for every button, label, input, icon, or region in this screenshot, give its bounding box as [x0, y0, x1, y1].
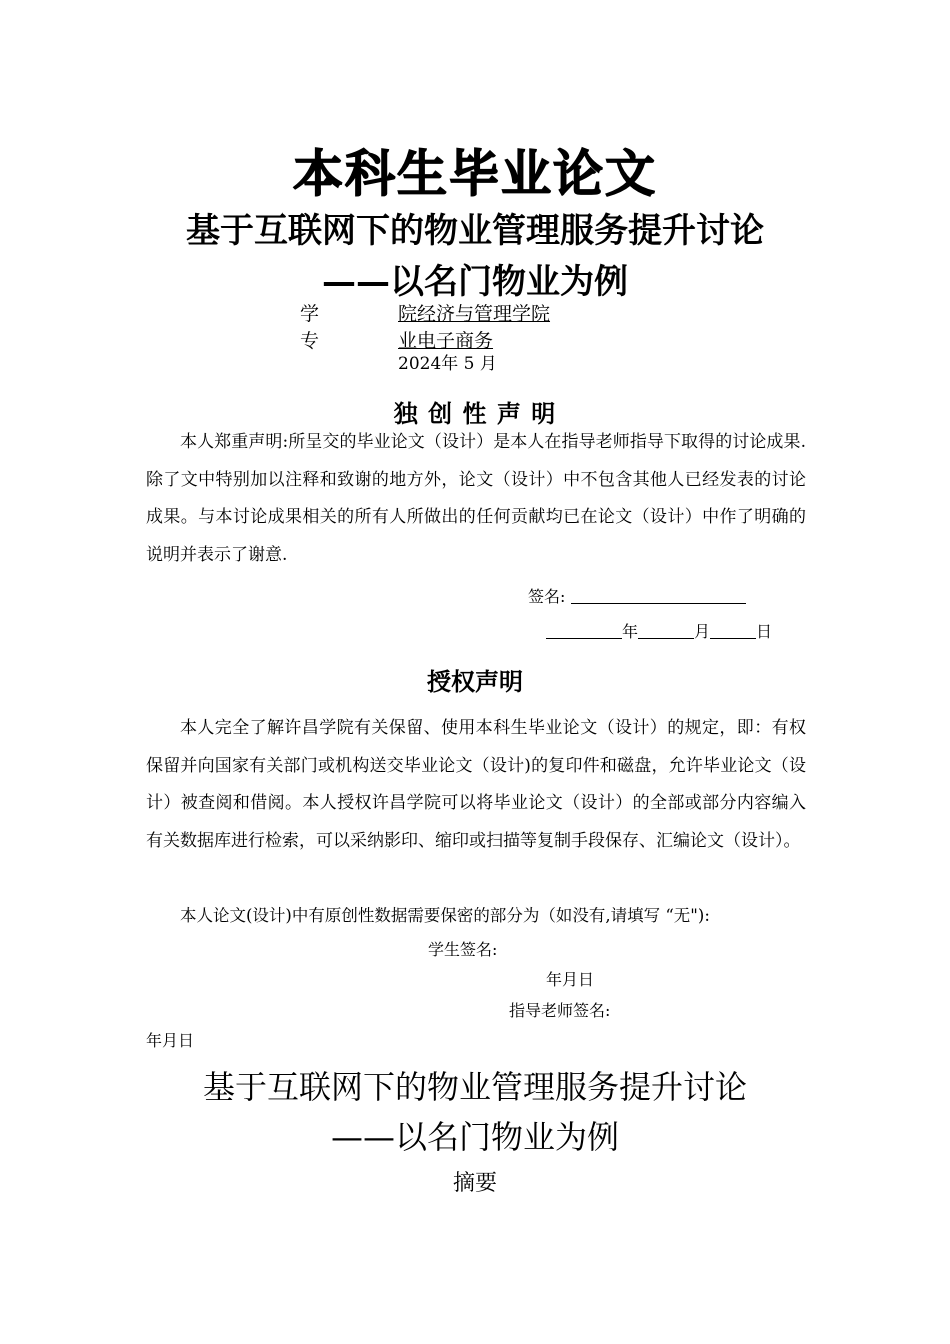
abstract-title-line2: ——以名门物业为例	[330, 1118, 619, 1156]
thesis-title-line2: ——以名门物业为例	[322, 262, 628, 302]
advisor-signature: 指导老师签名:	[509, 1001, 611, 1020]
confidential-line: 本人论文(设计)中有原创性数据需要保密的部分为（如没有,请填写 “无"):	[180, 906, 710, 925]
student-signature: 学生签名:	[428, 940, 498, 959]
authorization-paragraph: 本人完全了解许昌学院有关保留、使用本科生毕业论文（设计）的规定，即：有权保留并向国家有关部门或机构送交毕业论文（设计)的复印件和磁盘，允许毕业论文（设计）被查阅和借阅。本人授权许昌学院可以将毕业论文（设计）的全部或部分内容编入有关数据库进行检索，可以采纳影印、缩印或扫描等复制手段保存、汇编论文（设计）。	[146, 718, 806, 851]
day-label: 日	[756, 622, 773, 641]
day-blank	[710, 624, 756, 639]
signature-label: 签名:	[528, 587, 566, 606]
originality-heading: 独 创 性 声 明	[393, 400, 557, 428]
advisor-date: 年月日	[146, 1031, 195, 1050]
document-type-title: 本科生毕业论文	[293, 145, 657, 203]
cover-date: 2024年 5 月	[398, 354, 497, 374]
originality-paragraph: 本人郑重声明:所呈交的毕业论文（设计）是本人在指导老师指导下取得的讨论成果.除了文中特别加以注释和致谢的地方外，论文（设计）中不包含其他人已经发表的讨论成果。与本讨论成果相关的所有人所做出的任何贡献均已在论文（设计）中作了明确的说明并表示了谢意.	[146, 432, 806, 565]
abstract-title-line1: 基于互联网下的物业管理服务提升讨论	[202, 1068, 747, 1106]
major-value: 业电子商务	[398, 330, 494, 352]
student-date: 年月日	[546, 970, 595, 989]
abstract-heading: 摘要	[452, 1171, 497, 1196]
authorization-heading: 授权声明	[427, 668, 523, 696]
major-label: 专	[300, 330, 320, 352]
year-blank	[546, 624, 622, 639]
signature-row	[528, 584, 746, 607]
month-blank	[638, 624, 694, 639]
date-blank-row	[546, 619, 772, 642]
college-label: 学	[300, 303, 320, 325]
year-label: 年	[622, 622, 639, 641]
thesis-title-line1: 基于互联网下的物业管理服务提升讨论	[186, 211, 764, 251]
signature-line	[571, 587, 746, 604]
college-value: 院经济与管理学院	[398, 303, 551, 325]
month-label: 月	[694, 622, 711, 641]
